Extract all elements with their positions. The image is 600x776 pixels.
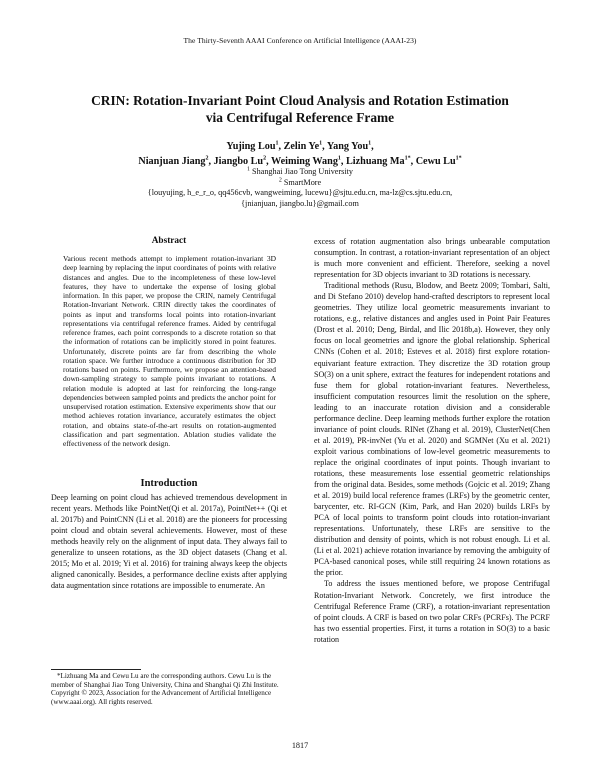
author-affiliation-mark: 1* [455, 155, 462, 162]
introduction-text: Deep learning on point cloud has achieved tremendous development in recent years. Methods like PointNet(Qi et al. 2017a), PointNet++ (Qi et al. 2017b) and PointCNN (Li et al. 2018) are the pioneers for processing point cloud and obtain several achievements. However, most of these methods heavily rely on the alignment of input data. They always fail to generalize to unseen rotations, as the 3D object datasets (Chang et al. 2015; Mo et al. 2019; Yi et al. 2016) for training always keep the objects aligned canonically. Besides, a performance decline exists after applying data augmentation since rotations are impossible to enumerate. An [51, 493, 287, 591]
right-column [314, 236, 550, 645]
author-name: Weiming Wang [271, 156, 338, 167]
author-name: Lizhuang Ma [346, 156, 405, 167]
affiliations [40, 167, 560, 209]
affiliation-2: $^2$ SmartMore [278, 176, 322, 187]
corresponding-author-footnote: *Lizhuang Ma and Cewu Lu are the corresponding authors. Cewu Lu is the member of Shanghai Jiao Tong University, China and Shanghai Qi Zhi Institute. [51, 672, 279, 689]
email-line-2: {jnianjuan, jiangbo.lu}@gmail.com [241, 198, 359, 208]
page-number: 1817 [291, 741, 309, 750]
paper-title [40, 93, 560, 126]
affiliation-1: $^1$ Shanghai Jiao Tong University [247, 166, 353, 176]
author-name: Nianjuan Jiang [138, 156, 206, 167]
email-line-1: {louyujing, h_e_r_o, qq456cvb, wangweiming, lucewu}@sjtu.edu.cn, ma-lz@cs.sjtu.edu.cn, [147, 188, 453, 197]
paper-title-line-1: CRIN: Rotation-Invariant Point Cloud Analysis and Rotation Estimation [91, 93, 509, 108]
abstract-heading: Abstract [151, 236, 187, 246]
author-affiliation-mark: 2 [205, 155, 209, 162]
introduction-heading: Introduction [140, 478, 198, 489]
author-affiliation-mark: 1 [337, 155, 341, 162]
author-name: Yang You [326, 141, 369, 152]
author-affiliation-mark: 1 [368, 140, 372, 147]
footnote-divider [51, 669, 141, 670]
paragraph-traditional-methods: Traditional methods (Rusu, Blodow, and Beetz 2009; Tombari, Salti, and Di Stefano 2010) develop hand-crafted descriptors to represent local geometries. They utilize local geometric measurements invariant to rotations, e.g., relative distances and angles used in Point Pair Features (Drost et al. 2010; Deng, Birdal, and Ilic 2018b,a). However, they only focus on local geometries and ignore the global relationship. Spherical CNNs (Cohen et al. 2018; Esteves et al. 2018) first explore rotation-equivariant feature extraction. They discretize the 3D rotation group SO(3) on a unit sphere, extract the features for independent rotations and fuse them for global rotation-invariant features. Nevertheless, insufficient computation resources limit the resolution on the sphere, leading to an inaccurate rotation division and a considerable performance decline. Deep learning methods further explore the rotation invariance of point clouds. RINet (Zhang et al. 2019), ClusterNet(Chen et al. 2019), PR-invNet (Yu et al. 2020) and SGMNet (Xu et al. 2021) exploit various combinations of low-level geometric measurements to replace the original coordinates of input points. Though invariant to rotations, these measurements lose essential geometric relationships from the original data. Besides, some methods (Gojcic et al. 2019; Zhang et al. 2019) build local reference frames (LRFs) by the geometric center, barycenter, etc. RI-GCN (Kim, Park, and Han 2020) builds LRFs by PCA of local points to transform point clouds into rotation-invariant representations. Unfortunately, these LRFs are sensitive to the distribution and density of points, which is not robust enough. Li et al. (Li et al. 2021) achieve rotation invariance by removing the ambiguity of PCA-based canonical poses, while still requiring 24 known rotations as the prior. [314, 281, 550, 578]
author-name: Yujing Lou [226, 141, 276, 152]
author-list [40, 139, 560, 169]
author-name: Zelin Ye [283, 141, 320, 152]
footnotes [51, 672, 287, 706]
abstract-text: Various recent methods attempt to implement rotation-invariant 3D deep learning by replacing the input coordinates of points with relative distances and angles. Due to the incompleteness of these low-level features, they have to undertake the expense of losing global information. In this paper, we propose the CRIN, namely Centrifugal Rotation-Invariant Network. CRIN directly takes the coordinates of points as input and transforms local points into rotation-invariant representations via centrifugal reference frames. Aided by centrifugal reference frames, each point corresponds to a discrete rotation so that the information of rotations can be implicitly stored in point features. Unfortunately, discrete points are far from describing the whole rotation space. We further introduce a continuous distribution for 3D rotations based on points. Furthermore, we propose an attention-based down-sampling strategy to sample points invariant to rotations. A relation module is adopted at last for reinforcing the long-range dependencies between sampled points and predicts the anchor point for unsupervised rotation estimation. Extensive experiments show that our method achieves rotation invariance, accurately estimates the object rotation, and obtains state-of-the-art results on rotation-augmented classification and part segmentation. Ablation studies validate the effectiveness of the network design. [63, 254, 276, 448]
author-affiliation-mark: 1* [404, 155, 411, 162]
author-name: Jiangbo Lu [213, 156, 264, 167]
author-name: Cewu Lu [415, 156, 456, 167]
author-affiliation-mark: 1 [275, 140, 279, 147]
author-affiliation-mark: 1 [319, 140, 323, 147]
paragraph-continuation: excess of rotation augmentation also brings unbearable computation consumption. In contrast, a rotation-invariant representation of an object is much more convenient and efficient. Therefore, seeking a novel representation for 3D objects invariant to 3D rotations is necessary. [314, 237, 550, 280]
paper-title-line-2: via Centrifugal Reference Frame [205, 109, 395, 125]
copyright-notice: Copyright © 2023, Association for the Advancement of Artificial Intelligence (www.aaai.org). All rights reserved. [51, 689, 272, 706]
author-line-1: Yujing Lou$^1$, Zelin Ye$^1$, Yang You$^1$, [226, 140, 374, 152]
paragraph-proposed-method: To address the issues mentioned before, we propose Centrifugal Rotation-Invariant Network. Concretely, we first introduce the Centrifugal Reference Frame (CRF), a rotation-invariant representation of point clouds. A CRF is based on two polar CRFs (PCRFs). The PCRF has two essential properties. First, it turns a rotation in SO(3) to a basic rotation [314, 579, 550, 644]
conference-header: The Thirty-Seventh AAAI Conference on Artificial Intelligence (AAAI-23) [183, 36, 417, 45]
author-line-2: Nianjuan Jiang$^2$, Jiangbo Lu$^2$, Weiming Wang$^1$, Lizhuang $Ma^{1*}$, Cewu $Lu^{1*}$ [138, 155, 462, 167]
author-affiliation-mark: 2 [263, 155, 267, 162]
